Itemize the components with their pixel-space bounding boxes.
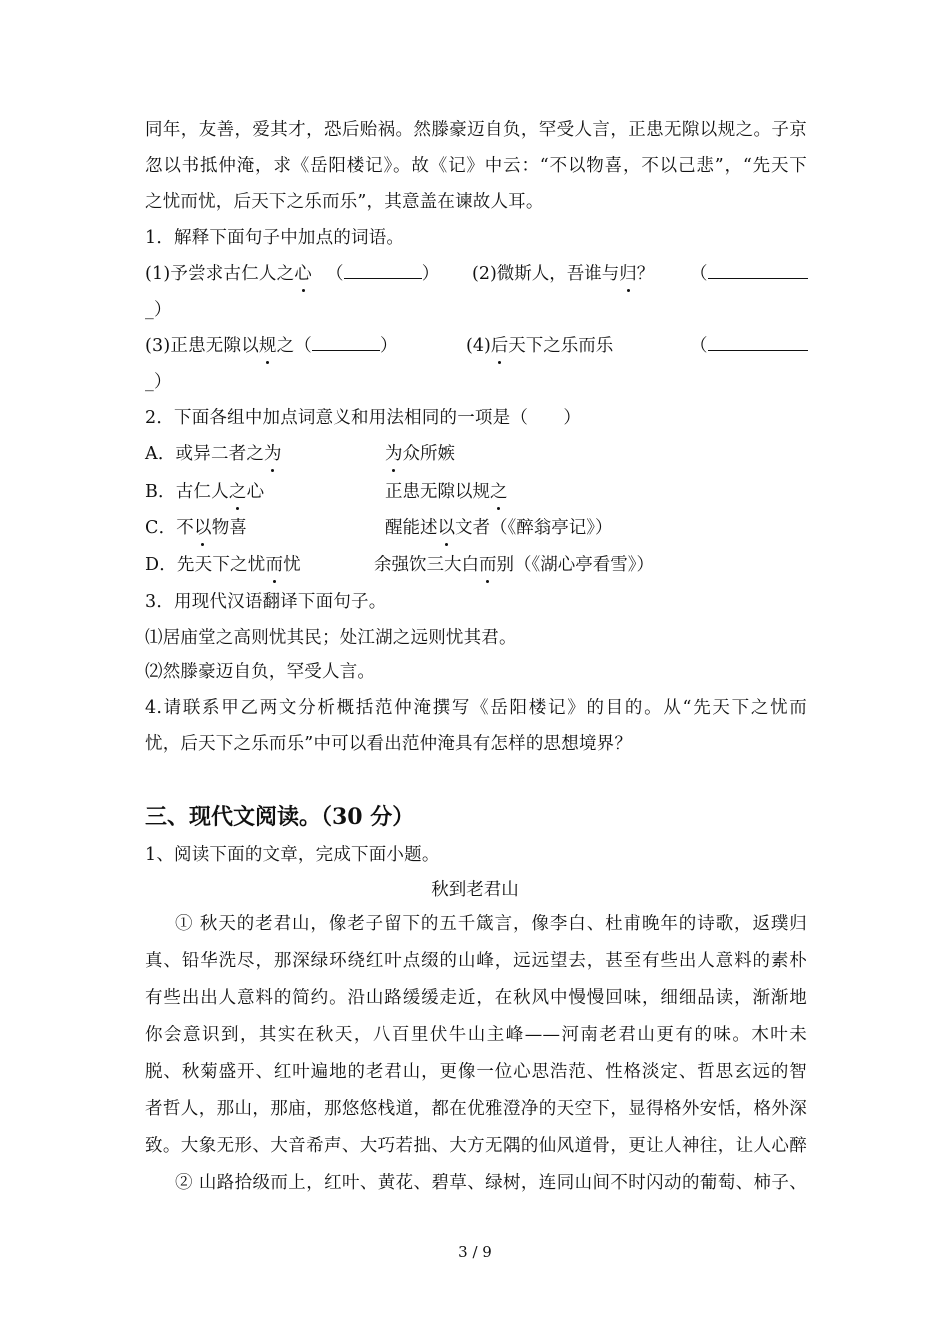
article-paragraph-line: 者哲人，那山，那庙，那悠悠栈道，都在优雅澄净的天空下，显得格外安恬，格外深 xyxy=(145,1099,807,1119)
passage-line: 忽以书抵仲淹，求《岳阳楼记》。故《记》中云：“不以物喜，不以己悲”，“先天下 xyxy=(145,156,807,176)
dotted-word: 后 xyxy=(490,336,509,356)
dotted-word: 之 xyxy=(228,482,247,502)
question-1-stem: 1．解释下面句子中加点的词语。 xyxy=(145,228,405,248)
question-2-stem: 2．下面各组中加点词意义和用法相同的一项是（ ） xyxy=(145,408,582,428)
article-paragraph-line: 致。大象无形、大音希声、大巧若拙、大方无隅的仙风道骨，更让人神往，让人心醉 xyxy=(145,1136,807,1156)
dotted-word: 之 xyxy=(490,482,508,502)
question-1-item-4-tail: _） xyxy=(145,372,172,392)
article-title: 秋到老君山 xyxy=(431,880,519,900)
question-3-sentence-2: ⑵然滕豪迈自负，罕受人言。 xyxy=(145,662,376,682)
question-1-item-3: (3)正患无隙以规之（ ） xyxy=(145,336,398,356)
article-paragraph-line: ② 山路拾级而上，红叶、黄花、碧草、绿树，连同山间不时闪动的葡萄、柿子、 xyxy=(175,1173,807,1193)
option-a-left: A．或异二者之为 xyxy=(145,444,282,464)
answer-blank[interactable] xyxy=(344,262,422,279)
question-1-item-2-tail: _） xyxy=(145,300,172,320)
dotted-word: 归 xyxy=(619,264,637,284)
article-paragraph-line: 你会意识到，其实在秋天，八百里伏牛山主峰——河南老君山更有的味。木叶未 xyxy=(145,1025,807,1045)
dotted-word: 心 xyxy=(294,264,312,284)
option-a-right: 为众所嫉 xyxy=(385,444,455,464)
dotted-word: 以 xyxy=(437,518,455,538)
question-3-stem: 3．用现代汉语翻译下面句子。 xyxy=(145,592,387,612)
dotted-word: 而 xyxy=(479,555,497,575)
question-1-item-2: (2)微斯人，吾谁与归？ xyxy=(472,264,655,284)
answer-blank[interactable] xyxy=(708,334,808,351)
question-1-item-2-blank: （ xyxy=(690,262,808,286)
article-paragraph-line: 脱、秋菊盛开、红叶遍地的老君山，更像一位心思浩范、性格淡定、哲思玄远的智 xyxy=(145,1062,807,1082)
article-paragraph-line: ① 秋天的老君山，像老子留下的五千箴言，像李白、杜甫晚年的诗歌，返璞归 xyxy=(175,914,807,934)
question-4-line: 忧，后天下之乐而乐”中可以看出范仲淹具有怎样的思想境界？ xyxy=(145,734,633,754)
option-c-left: C．不以物喜 xyxy=(145,518,248,538)
question-1-item-4-blank: （ xyxy=(690,334,808,358)
passage-line: 同年，友善，爱其才，恐后贻祸。然滕豪迈自负，罕受人言，正患无隙以规之。子京 xyxy=(145,120,807,140)
option-b-left: B．古仁人之心 xyxy=(145,482,265,502)
question-4-line: 4.请联系甲乙两文分析概括范仲淹撰写《岳阳楼记》的目的。从“先天下之忧而 xyxy=(145,698,807,718)
dotted-word: 为 xyxy=(385,444,403,464)
article-paragraph-line: 有些出出人意料的简约。沿山路缓缓走近，在秋风中慢慢回味，细细品读，渐渐地 xyxy=(145,988,807,1008)
question-3-sentence-1: ⑴居庙堂之高则忧其民；处江湖之远则忧其君。 xyxy=(145,628,517,648)
option-d-left: D．先天下之忧而忧 xyxy=(145,555,301,575)
question-1-item-1: (1)予尝求古仁人之心 （ ） xyxy=(145,264,440,284)
dotted-word: 为 xyxy=(264,444,282,464)
answer-blank[interactable] xyxy=(708,262,808,279)
answer-blank[interactable] xyxy=(312,334,380,351)
dotted-word: 以 xyxy=(194,518,212,538)
question-1-item-4: (4)后天下之乐而乐 xyxy=(466,336,614,356)
passage-line: 之忧而忧，后天下之乐而乐”，其意盖在谏故人耳。 xyxy=(145,192,544,212)
article-paragraph-line: 真、铅华洗尽，那深绿环绕红叶点缀的山峰，远远望去，甚至有些出人意料的素朴 xyxy=(145,951,807,971)
section-intro: 1、阅读下面的文章，完成下面小题。 xyxy=(145,845,440,865)
dotted-word: 规 xyxy=(258,336,277,356)
option-d-right: 余强饮三大白而别（《湖心亭看雪》） xyxy=(374,555,654,575)
option-c-right: 醒能述以文者（《醉翁亭记》） xyxy=(385,518,613,538)
dotted-word: 而 xyxy=(265,555,284,575)
section-heading: 三、现代文阅读。（30 分） xyxy=(145,804,415,830)
option-b-right: 正患无隙以规之 xyxy=(385,482,508,502)
page-number: 3 / 9 xyxy=(458,1243,492,1261)
